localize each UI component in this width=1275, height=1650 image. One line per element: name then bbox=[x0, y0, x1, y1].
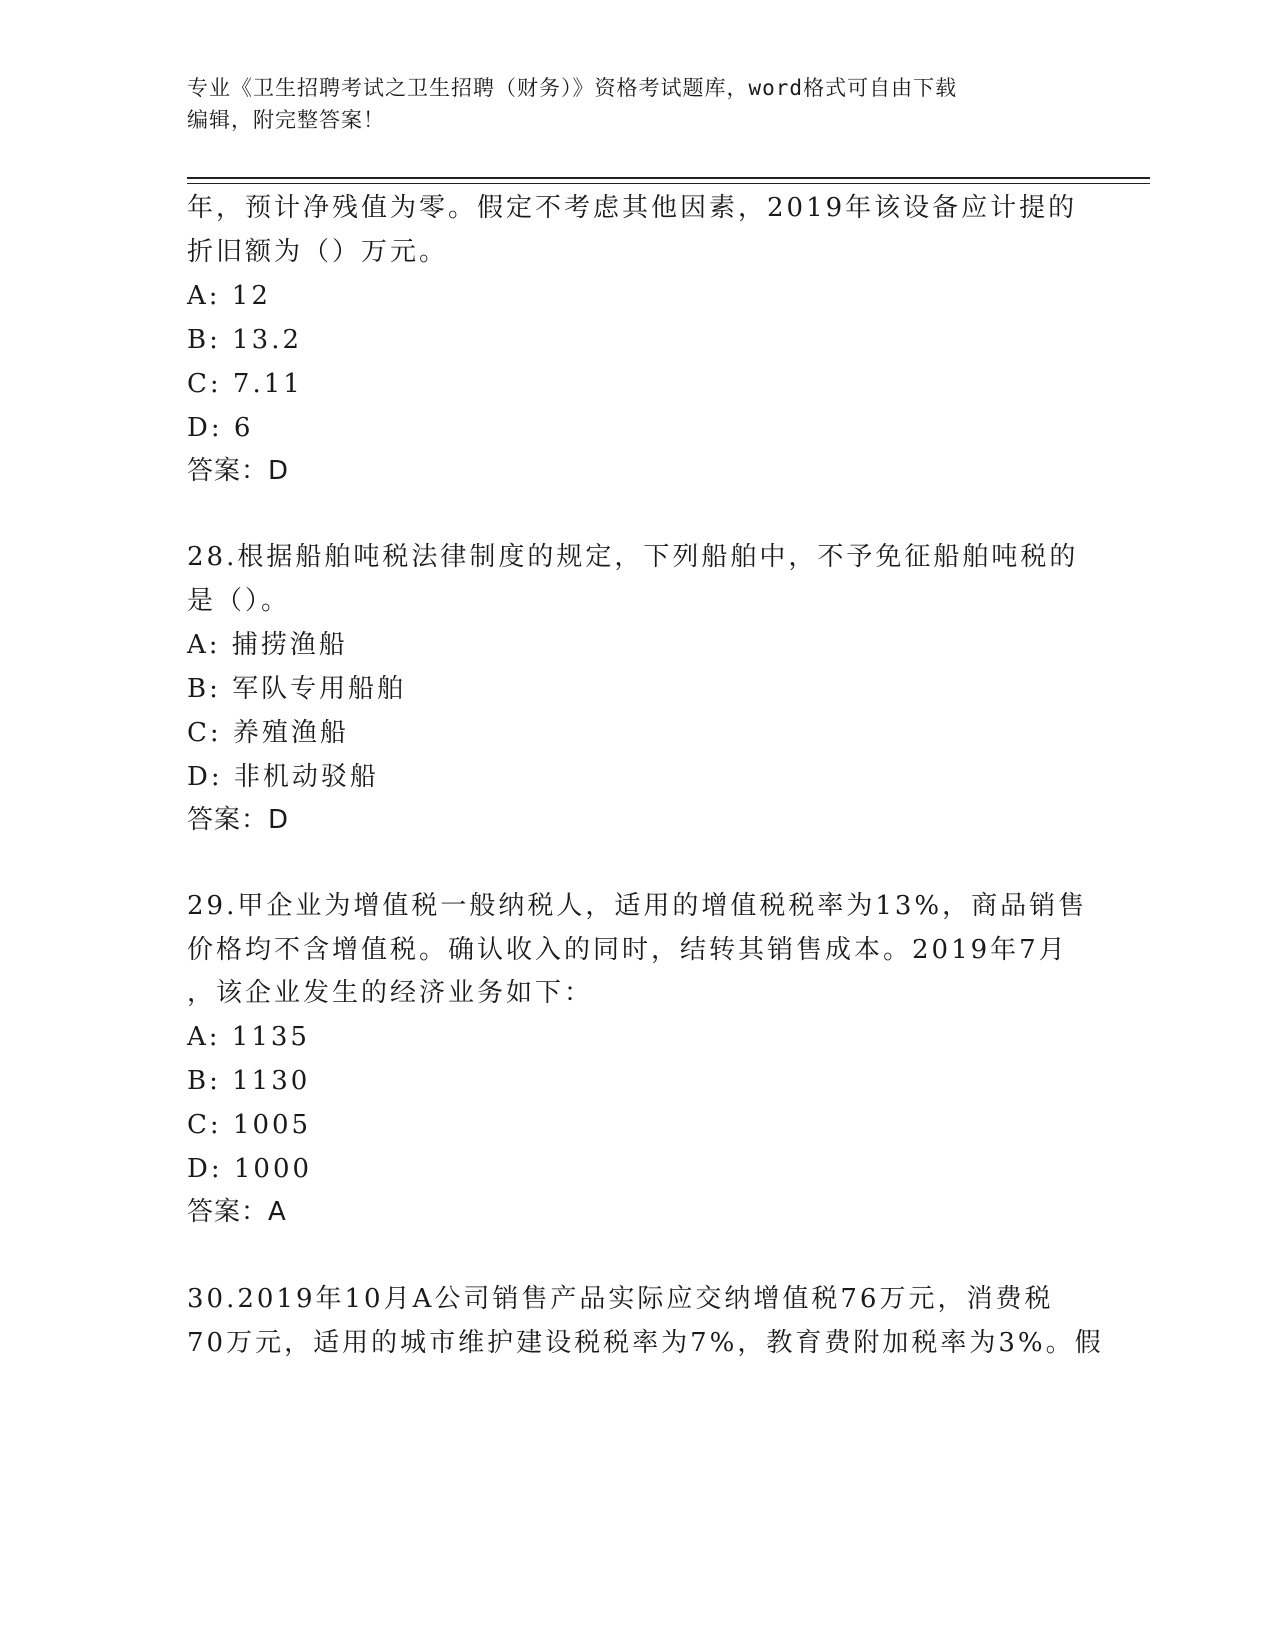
q27-text-2: 折旧额为（）万元。 bbox=[187, 237, 449, 267]
q28-text-2: 是（）。 bbox=[187, 586, 291, 616]
q28-text-1: 28.根据船舶吨税法律制度的规定，下列船舶中，不予免征船舶吨税的 bbox=[187, 542, 1079, 572]
q28-option-b: B: 军队专用船舶 bbox=[187, 674, 407, 704]
q27-option-b: B: 13.2 bbox=[187, 325, 303, 355]
q29-text-1: 29.甲企业为增值税一般纳税人，适用的增值税税率为13%，商品销售 bbox=[187, 891, 1088, 921]
q29-option-b: B: 1130 bbox=[187, 1066, 311, 1096]
q27-text-1: 年，预计净残值为零。假定不考虑其他因素，2019年该设备应计提的 bbox=[187, 193, 1078, 223]
q27-answer: 答案：D bbox=[187, 456, 290, 486]
header-line-1: 专业《卫生招聘考试之卫生招聘（财务）》资格考试题库，word格式可自由下载 bbox=[187, 76, 958, 100]
q29-text-2: 价格均不含增值税。确认收入的同时，结转其销售成本。2019年7月 bbox=[187, 935, 1068, 965]
q30-text-2: 70万元，适用的城市维护建设税税率为7%，教育费附加税率为3%。假 bbox=[187, 1328, 1104, 1358]
q27-option-a: A: 12 bbox=[187, 281, 271, 311]
q30-text-1: 30.2019年10月A公司销售产品实际应交纳增值税76万元，消费税 bbox=[187, 1284, 1054, 1314]
q28-option-c: C: 养殖渔船 bbox=[187, 718, 349, 748]
page-header bbox=[187, 72, 1087, 136]
q27-option-d: D: 6 bbox=[187, 413, 254, 443]
q29-option-d: D: 1000 bbox=[187, 1154, 313, 1184]
q28-option-d: D: 非机动驳船 bbox=[187, 762, 379, 792]
q28-option-a: A: 捕捞渔船 bbox=[187, 630, 348, 660]
q29-option-a: A: 1135 bbox=[187, 1022, 310, 1052]
q28-answer: 答案：D bbox=[187, 805, 290, 835]
header-line-2: 编辑，附完整答案！ bbox=[187, 108, 385, 132]
q27-option-c: C: 7.11 bbox=[187, 369, 303, 399]
q29-answer: 答案：A bbox=[187, 1197, 287, 1227]
header-rule-bottom bbox=[187, 183, 1150, 184]
q29-option-c: C: 1005 bbox=[187, 1110, 312, 1140]
q29-text-3: ，该企业发生的经济业务如下： bbox=[187, 978, 594, 1008]
header-rule-top bbox=[187, 177, 1150, 179]
